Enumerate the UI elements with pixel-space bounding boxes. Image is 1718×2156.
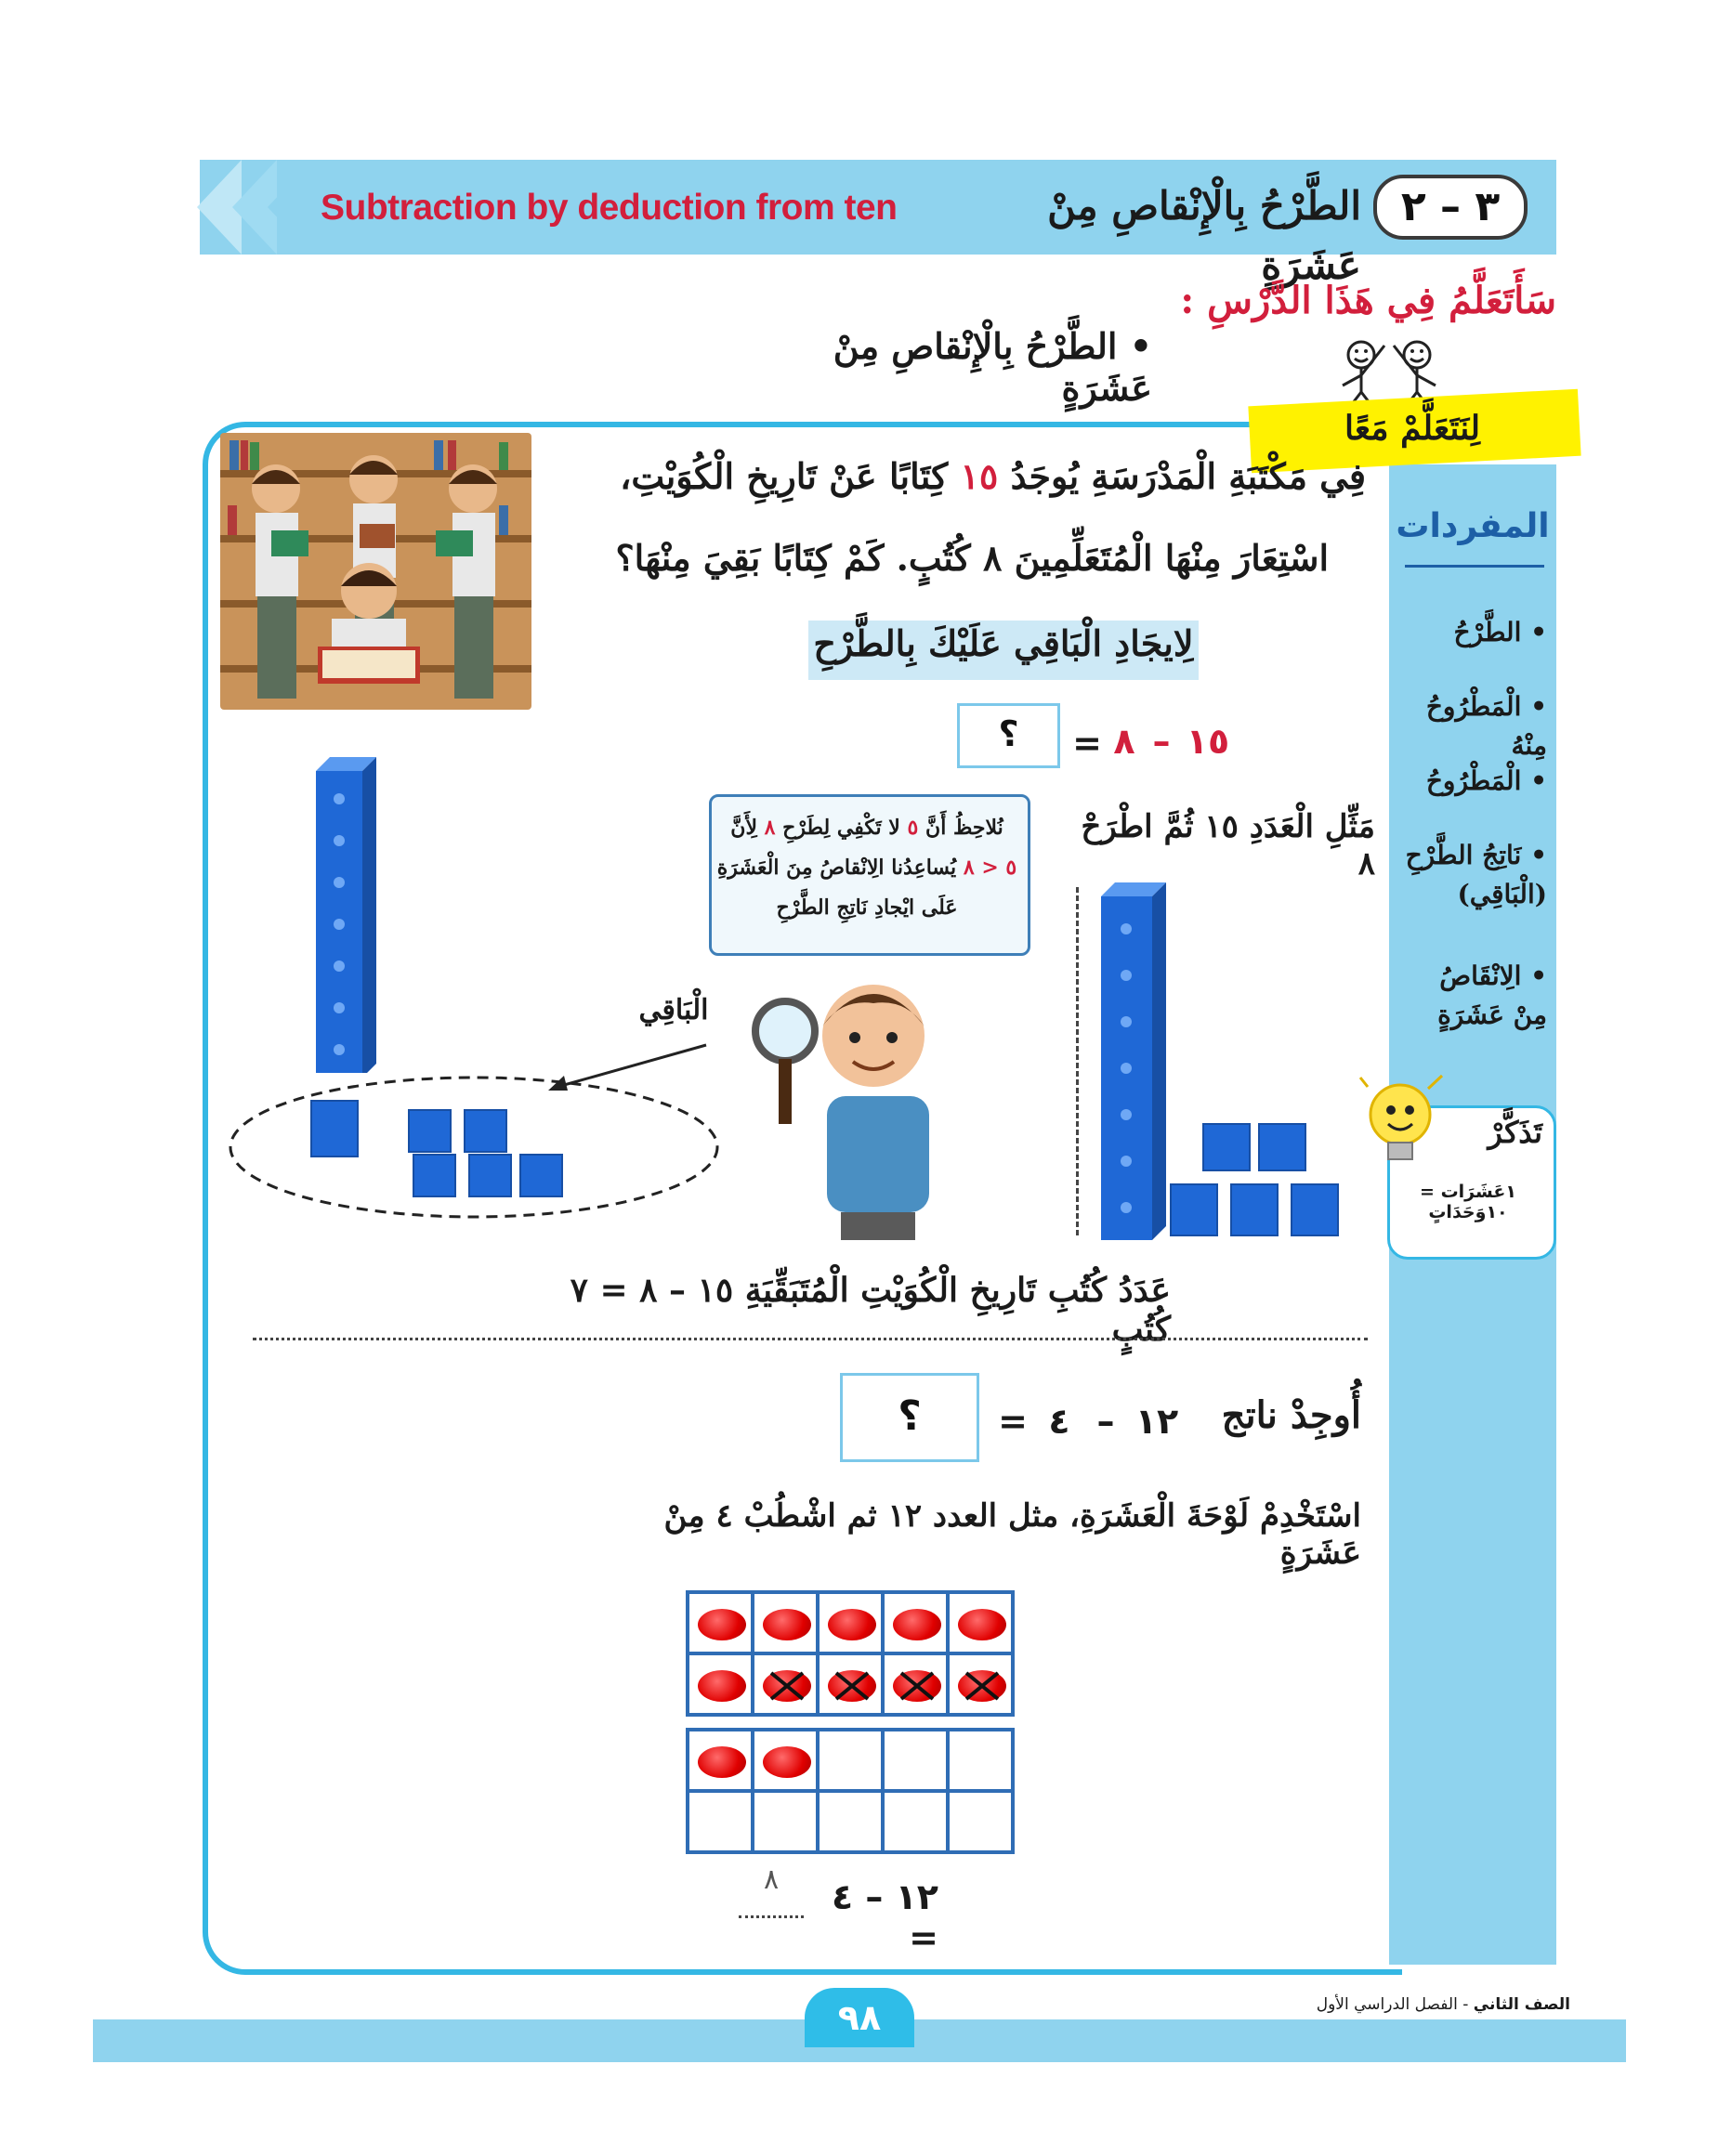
page-number: ٩٨ [837, 1997, 882, 2038]
ten-frame-cell [948, 1653, 1013, 1715]
exercise-answer-box[interactable]: ؟ [840, 1373, 979, 1462]
final-answer: ٨ [739, 1863, 804, 1918]
dotted-separator [253, 1338, 1368, 1340]
boy-with-magnifier-illustration [743, 961, 957, 1240]
vocab-item: • الطَّرْحُ [1453, 617, 1547, 647]
ten-frame-cell [948, 1730, 1013, 1791]
lesson-number: ٣ – ٢ [1373, 175, 1528, 240]
ten-frame-cell [818, 1592, 883, 1653]
equals-sign: = [1072, 723, 1102, 764]
cross-out-icon [898, 1670, 937, 1702]
loose-cubes [1166, 1119, 1347, 1240]
red-counter [958, 1609, 1006, 1640]
red-counter [698, 1609, 746, 1640]
red-counter [763, 1746, 811, 1778]
red-counter [763, 1609, 811, 1640]
ten-frame-cell [688, 1730, 753, 1791]
ten-frame-cell [753, 1791, 818, 1852]
ten-frame-cell [883, 1592, 948, 1653]
chevron-left-icon [268, 160, 312, 255]
exercise-subtrahend: ٤ [1048, 1401, 1070, 1442]
vocab-item: • نَاتِجُ الطَّرْحِ (الْبَاقِي) [1405, 840, 1547, 909]
note-line: نُلاحِظُ أَنَّ ٥ لا تَكْفِي لِطَرْحِ ٨ لِأَنَّ [730, 816, 1003, 840]
ten-frame-cell [883, 1730, 948, 1791]
ten-frame-cell [948, 1592, 1013, 1653]
note-text [715, 808, 1018, 938]
kids-cheering-icon [1329, 334, 1454, 404]
ten-frame-cell [753, 1653, 818, 1715]
ten-frame-bottom [686, 1728, 1015, 1854]
vocabulary-underline [1405, 565, 1544, 568]
problem-line-1 [548, 455, 1366, 511]
learning-objectives-heading: سَأَتَعَلَّمُ فِي هَذَا الدَّرْسِ : [1180, 279, 1556, 322]
subtrahend: ٨ [1113, 721, 1135, 762]
ten-frame-cell [753, 1592, 818, 1653]
vocab-item: • الْمَطْرُوحُ [1425, 765, 1547, 796]
final-equation: ١٢ – ٤ = [831, 1876, 938, 1958]
result-sentence: عَدَدُ كُتُبِ تَارِيخِ الْكُوَيْتِ الْمُتَبَقِّيَةِ ١٥ – ٨ = ٧ كُتُبٍ [570, 1271, 1171, 1349]
lesson-title-english: Subtraction by deduction from ten [321, 188, 898, 228]
problem-line-2: اسْتِعَارَ مِنْهَا الْمُتَعَلِّمِينَ ٨ كُتُبٍ. كَمْ كِتَابًا بَقِيَ مِنْهَا؟ [615, 537, 1329, 579]
ten-frame-cell [688, 1791, 753, 1852]
ten-frame-instruction: اسْتَخْدِمْ لَوْحَةَ الْعَشَرَةِ، مثل العدد ١٢ ثم اشْطُبْ ٤ مِنْ عَشَرَةٍ [663, 1497, 1361, 1572]
vocab-item: • الْمَطْرُوحُ مِنْهُ [1425, 691, 1547, 761]
red-counter [698, 1670, 746, 1702]
find-label: أُوجِدْ ناتج [1221, 1393, 1361, 1437]
remaining-label: الْبَاقِي [638, 994, 709, 1026]
cross-out-icon [963, 1670, 1002, 1702]
ten-frame-cell [818, 1791, 883, 1852]
problem-text: كِتَابًا عَنْ تَارِيخِ الْكُوَيْتِ، [620, 455, 949, 497]
remember-fact: ١عَشَرَات = ١٠وَحَدَاتٍ [1420, 1182, 1516, 1222]
problem-number: ١٥ [960, 455, 999, 497]
minuend: ١٥ [1186, 721, 1230, 762]
note-line: عَلَى ايْجادِ نَاتِجِ الطَّرْحِ [776, 895, 958, 920]
exercise-minus: – [1096, 1401, 1115, 1442]
answer-box[interactable]: ؟ [957, 703, 1060, 768]
cross-out-icon [833, 1670, 872, 1702]
ten-frame-cell [818, 1653, 883, 1715]
learning-objective-item: • الطَّرْحُ بِالْإِنْقاصِ مِنْ عَشَرَةٍ [833, 325, 1152, 409]
lets-learn-banner-text: لِنَتَعَلَّمْ مَعًا [1344, 409, 1481, 448]
minus-sign: – [1152, 721, 1171, 762]
hint-text: لِايجَادِ الْبَاقِي عَلَيْكَ بِالطَّرْحِ [813, 622, 1194, 664]
ten-rod-remaining [297, 757, 381, 1073]
exercise-minuend: ١٢ [1134, 1401, 1179, 1442]
note-line: ٥ < ٨ يُساعِدُنا الِانْقاصُ مِنَ الْعَشَرَةِ [716, 856, 1017, 880]
red-counter [828, 1609, 876, 1640]
vocab-item: • الِانْقَاصُ مِنْ عَشَرَةٍ [1437, 960, 1547, 1030]
ten-frame-cell [753, 1730, 818, 1791]
red-counter [893, 1609, 941, 1640]
ten-frame-cell [883, 1791, 948, 1852]
ten-frame-cell [818, 1730, 883, 1791]
ten-frame-cell [688, 1653, 753, 1715]
ten-frame-cell [883, 1653, 948, 1715]
footer-grade: الصف الثاني [1473, 1995, 1570, 2014]
arrow-icon [544, 1040, 711, 1096]
problem-text: فِي مَكْتَبَةِ الْمَدْرَسَةِ يُوجَدُ [1010, 455, 1366, 497]
model-instruction: مَثِّلِ الْعَدَدِ ١٥ ثُمَّ اطْرَحْ ٨ [1081, 808, 1375, 882]
red-counter [698, 1746, 746, 1778]
footer-term: - الفصل الدراسي الأول [1316, 1995, 1474, 2014]
cross-out-icon [767, 1670, 807, 1702]
ten-frame-top [686, 1590, 1015, 1717]
ten-frame-cell [948, 1791, 1013, 1852]
kids-reading-illustration [220, 433, 531, 710]
divider-line [1076, 887, 1079, 1235]
lesson-title-arabic: الطَّرْحُ بِالْإِنْقاصِ مِنْ عَشَرَةٍ [1047, 183, 1361, 288]
ten-rod [1087, 878, 1171, 1245]
remember-title: تَذَكَّرْ [1488, 1115, 1542, 1150]
footer-text [1273, 1995, 1570, 2023]
exercise-equals: = [998, 1401, 1028, 1442]
ten-frame-cell [688, 1592, 753, 1653]
vocabulary-title: المفردات [1396, 507, 1550, 545]
